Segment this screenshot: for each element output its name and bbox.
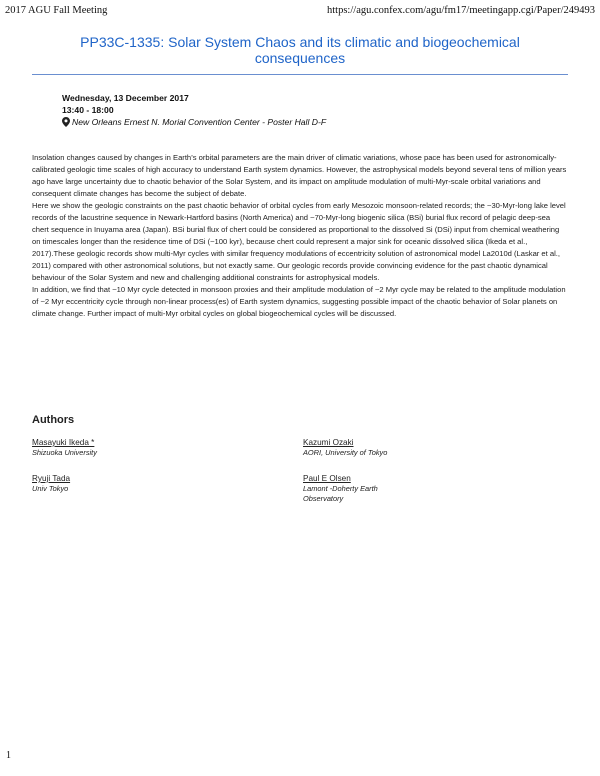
session-time: 13:40 - 18:00 xyxy=(62,105,114,115)
session-meta xyxy=(62,92,326,128)
author-name-link[interactable]: Masayuki Ikeda * xyxy=(32,438,95,447)
author-card xyxy=(32,437,272,458)
author-card xyxy=(303,473,413,504)
print-header xyxy=(5,5,595,19)
page-number: 1 xyxy=(6,750,11,761)
author-name-link[interactable]: Ryuji Tada xyxy=(32,474,71,483)
print-header-url[interactable]: https://agu.confex.com/agu/fm17/meetingapp.cgi/Paper/249493 xyxy=(327,5,595,16)
page-title: PP33C-1335: Solar System Chaos and its climatic and biogeochemical consequences xyxy=(80,34,520,66)
authors-heading: Authors xyxy=(32,414,75,426)
session-date: Wednesday, 13 December 2017 xyxy=(62,93,189,103)
author-affiliation: Shizuoka University xyxy=(32,448,97,457)
session-location-text: New Orleans Ernest N. Morial Convention Center - Poster Hall D-F xyxy=(72,117,327,127)
author-affiliation: Lamont -Doherty Earth Observatory xyxy=(303,484,378,503)
print-header-conference: 2017 AGU Fall Meeting xyxy=(5,5,108,16)
abstract-paragraph: Here we show the geologic constraints on the past chaotic behavior of orbital cycles from early Mesozoic monsoon-related records; the ~30-Myr-long lake level records of the lacustrine sequence in Newark-Hartford basins (North America) and ~70-Myr-long biogenic silica (BSi) burial flux record of pelagic deep-sea chert sequence in Inuyama area (Japan). BSi burial flux of chert could be considered as proportional to the dissolved Si (DSi) input from chemical weathering on timescales longer than the residence time of DSi (~100 kyr), because chert could represent a major sink for oceanic dissolved silica (Ikeda et al., 2017).These geologic records show multi-Myr cycles with similar frequency modulations of eccentricity solution of astronomical model La2010d (Laskar et al., 2011) compared with other astronomical solutions, but not exactly same. Our geologic records provide convincing evidence for the past chaotic dynamical behaviour of the Solar System and new and challenging additional constraints for astrophysical models. xyxy=(32,201,566,282)
author-card xyxy=(303,437,453,458)
author-name-link[interactable]: Kazumi Ozaki xyxy=(303,438,354,447)
title-divider xyxy=(32,74,568,75)
author-affiliation: Univ Tokyo xyxy=(32,484,69,493)
author-card xyxy=(32,473,272,494)
abstract-paragraph: In addition, we find that ~10 Myr cycle detected in monsoon proxies and their amplitude modulation of ~2 Myr cycle may be related to the amplitude modulation of ~2 Myr eccentricity cycle through non-linear process(es) of Earth system dynamics, suggesting possible impact of the chaotic behavior of Solar planets on climate change. Further impact of multi-Myr orbital cycles on global biogeochemical cycles will be discussed. xyxy=(32,285,566,318)
abstract xyxy=(32,152,568,320)
map-marker-icon xyxy=(62,117,70,127)
abstract-paragraph: Insolation changes caused by changes in Earth’s orbital parameters are the main driver of climatic variations, whose pace has been used for astronomically-calibrated geologic time scales of high accuracy to understand Earth system dynamics. However, the astrophysical models beyond several tens of million years ago have large uncertainty due to chaotic behavior of the Solar System, and its impact on amplitude modulation of multi-Myr-scale orbital variations and consequent climate changes has become the subject of debate. xyxy=(32,153,567,198)
author-affiliation: AORI, University of Tokyo xyxy=(303,448,388,457)
author-name-link[interactable]: Paul E Olsen xyxy=(303,474,351,483)
session-location[interactable] xyxy=(62,116,326,128)
